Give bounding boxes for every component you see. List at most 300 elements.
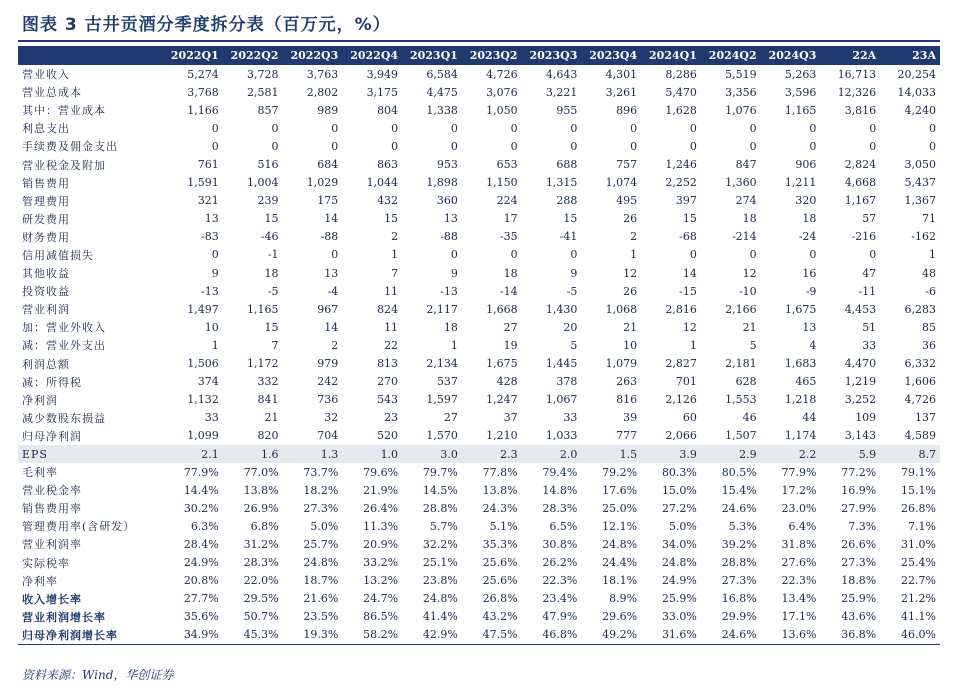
table-cell: 11 [384, 320, 399, 334]
table-cell: 27.3% [721, 574, 757, 588]
table-cell: 1,497 [187, 302, 219, 316]
table-cell: 28.3% [542, 501, 578, 515]
table-cell: 12,326 [837, 85, 877, 99]
table-cell: 0 [869, 248, 877, 262]
table-cell: 841 [257, 393, 279, 407]
table-cell: 4,470 [844, 357, 877, 371]
column-header: 2023Q2 [462, 46, 522, 65]
table-cell: 22.3% [542, 574, 578, 588]
table-cell: 34.0% [661, 537, 697, 551]
table-cell: 12 [682, 320, 697, 334]
table-cell: 39.2% [721, 537, 757, 551]
table-cell: 1,506 [187, 357, 219, 371]
table-cell: 24.9% [183, 556, 219, 570]
table-cell: 5.0% [310, 519, 339, 533]
table-cell: 27.7% [183, 592, 219, 606]
table-cell: 896 [616, 103, 638, 117]
table-cell: 30.2% [183, 501, 219, 515]
table-cell: 1,683 [784, 357, 817, 371]
table-cell: 28.8% [422, 501, 458, 515]
table-cell: 0 [809, 248, 817, 262]
table-cell: 25.6% [482, 556, 518, 570]
table-cell: 0 [510, 248, 518, 262]
table-cell: 0 [271, 121, 279, 135]
table-cell: 80.5% [721, 465, 757, 479]
figure-title: 图表 3 古井贡酒分季度拆分表（百万元，%） [22, 15, 391, 35]
table-cell: 8,286 [641, 65, 701, 84]
table-cell: 1,591 [187, 176, 219, 190]
table-row [18, 300, 940, 318]
table-cell: 5,437 [904, 176, 936, 190]
table-cell: 29.9% [721, 610, 757, 624]
table-cell: 2 [391, 230, 399, 244]
table-cell: 0 [391, 139, 399, 153]
table-cell: 16.8% [721, 592, 757, 606]
table-cell: 0 [570, 121, 578, 135]
table-cell: 6.4% [788, 519, 817, 533]
table-row [18, 572, 940, 590]
row-label: 营业利润率 [22, 538, 82, 552]
table-cell: 7.3% [848, 519, 877, 533]
table-cell: 0 [450, 139, 458, 153]
table-cell: 1 [211, 338, 219, 352]
table-cell: 0 [271, 139, 279, 153]
table-cell: 1,076 [725, 103, 757, 117]
table-cell: 1,570 [426, 429, 458, 443]
row-label: 销售费用率 [22, 502, 82, 516]
table-cell: 0 [211, 121, 219, 135]
row-label: 净利率 [22, 574, 58, 588]
table-cell: 761 [197, 158, 219, 172]
table-row [18, 499, 940, 517]
table-cell: 0 [331, 121, 339, 135]
table-cell: 804 [377, 103, 399, 117]
column-header: 2023Q3 [522, 46, 582, 65]
row-label: 管理费用率(含研发） [22, 520, 136, 534]
table-cell: 6.3% [190, 519, 219, 533]
table-cell: 50.7% [243, 610, 279, 624]
table-cell: 5,263 [761, 65, 821, 84]
table-cell: 3,768 [187, 85, 219, 99]
table-cell: 33.2% [363, 556, 399, 570]
table-cell: 824 [377, 302, 399, 316]
table-cell: 5.3% [728, 519, 757, 533]
table-cell: 13 [443, 212, 458, 226]
table-cell: 1,246 [665, 158, 697, 172]
table-cell: 4,726 [462, 65, 522, 84]
table-cell: 27.9% [841, 501, 877, 515]
table-row [18, 626, 940, 645]
table-cell: 4,668 [844, 176, 877, 190]
table-cell: 5.9 [820, 445, 880, 463]
table-cell: 25.1% [422, 556, 458, 570]
table-cell: 46.0% [880, 626, 940, 645]
table-cell: 31.2% [243, 537, 279, 551]
row-label: 减：所得税 [22, 375, 82, 389]
table-cell: 10 [623, 338, 638, 352]
table-cell: 1,218 [784, 393, 817, 407]
table-cell: 28.8% [721, 556, 757, 570]
table-cell: 17.1% [781, 610, 817, 624]
table-cell: 1,668 [486, 302, 518, 316]
table-cell: 374 [197, 375, 219, 389]
table-cell: 12 [742, 266, 757, 280]
table-cell: 22.0% [243, 574, 279, 588]
table-cell: 2.0 [522, 445, 582, 463]
table-cell: 321 [197, 194, 219, 208]
table-cell: 39 [623, 411, 638, 425]
table-cell: 239 [257, 194, 279, 208]
table-cell: 684 [317, 158, 339, 172]
table-cell: 2,134 [426, 357, 458, 371]
table-cell: 3,221 [545, 85, 578, 99]
table-cell: 4 [809, 338, 817, 352]
table-cell: 14 [324, 320, 339, 334]
table-cell: 0 [869, 121, 877, 135]
table-row [18, 409, 940, 427]
table-cell: 332 [257, 375, 279, 389]
table-row [18, 517, 940, 535]
table-cell: 2,117 [426, 302, 458, 316]
table-cell: 4,240 [904, 103, 936, 117]
table-cell: 0 [929, 139, 936, 153]
header-corner [18, 46, 163, 65]
table-row [18, 137, 940, 155]
table-cell: 5 [570, 338, 578, 352]
source-note: 资料来源：Wind，华创证券 [22, 668, 174, 682]
table-cell: 29.6% [602, 610, 638, 624]
table-cell: 989 [317, 103, 339, 117]
table-cell: -41 [559, 230, 578, 244]
table-cell: 1,898 [426, 176, 458, 190]
table-cell: 1,067 [545, 393, 578, 407]
table-cell: -14 [499, 284, 518, 298]
table-cell: 33.0% [661, 610, 697, 624]
table-row [18, 282, 940, 300]
table-cell: 79.7% [422, 465, 458, 479]
table-cell: -83 [201, 230, 219, 244]
table-cell: 79.2% [602, 465, 638, 479]
table-cell: 32 [324, 411, 339, 425]
table-cell: 41.1% [901, 610, 936, 624]
table-cell: 5.0% [668, 519, 697, 533]
table-cell: 543 [377, 393, 399, 407]
table-cell: 816 [616, 393, 638, 407]
table-cell: 520 [377, 429, 399, 443]
table-cell: 0 [570, 248, 578, 262]
table-cell: 653 [496, 158, 518, 172]
row-label: 研发费用 [22, 212, 70, 226]
table-cell: 1,211 [784, 176, 817, 190]
table-cell: 360 [436, 194, 458, 208]
table-cell: 4,475 [426, 85, 458, 99]
table-cell: 6.8% [250, 519, 279, 533]
table-cell: 5.1% [489, 519, 518, 533]
row-label: 其中：营业成本 [22, 104, 106, 118]
table-cell: 9 [211, 266, 219, 280]
row-label: 财务费用 [22, 230, 70, 244]
table-cell: -24 [798, 230, 817, 244]
table-cell: 4,301 [581, 65, 641, 84]
table-cell: 1,445 [545, 357, 578, 371]
table-cell: 857 [257, 103, 279, 117]
table-cell: 21.9% [363, 483, 399, 497]
table-cell: 15.0% [661, 483, 697, 497]
table-cell: 137 [915, 411, 936, 425]
table-cell: 8.7 [880, 445, 940, 463]
table-cell: 36.8% [820, 626, 880, 645]
table-cell: 0 [510, 121, 518, 135]
table-cell: 4,726 [904, 393, 936, 407]
table-cell: 18 [443, 320, 458, 334]
table-cell: 17 [503, 212, 518, 226]
row-label: 营业利润增长率 [22, 610, 106, 624]
table-row [18, 318, 940, 336]
table-cell: 0 [510, 139, 518, 153]
table-cell: 3,356 [725, 85, 757, 99]
table-cell: 23 [384, 411, 399, 425]
table-cell: 3,728 [223, 65, 283, 84]
table-cell: 10 [204, 320, 219, 334]
table-cell: 3,763 [283, 65, 343, 84]
table-cell: 1,597 [426, 393, 458, 407]
table-cell: 5,274 [163, 65, 223, 84]
table-cell: 27.2% [661, 501, 697, 515]
table-cell: 25.0% [602, 501, 638, 515]
table-cell: 25.4% [901, 556, 936, 570]
table-cell: 35.3% [482, 537, 518, 551]
table-cell: 979 [317, 357, 339, 371]
table-cell: 967 [317, 302, 339, 316]
table-cell: 12.1% [602, 519, 638, 533]
table-cell: 24.7% [363, 592, 399, 606]
table-cell: 1,553 [725, 393, 757, 407]
table-cell: 5.7% [429, 519, 458, 533]
table-cell: 28.3% [243, 556, 279, 570]
row-label: 归母净利润增长率 [18, 626, 163, 645]
table-cell: 6,332 [904, 357, 936, 371]
row-label: 营业税金及附加 [22, 158, 106, 172]
table-cell: 21.2% [901, 592, 936, 606]
table-cell: 15 [682, 212, 697, 226]
table-cell: -46 [260, 230, 279, 244]
table-cell: 18 [264, 266, 279, 280]
table-cell: 77.2% [841, 465, 877, 479]
table-cell: 7 [271, 338, 279, 352]
table-cell: 15 [264, 320, 279, 334]
table-cell: 270 [377, 375, 399, 389]
table-cell: 25.9% [661, 592, 697, 606]
table-cell: 1,166 [187, 103, 219, 117]
table-row [18, 119, 940, 137]
table-cell: 86.5% [363, 610, 399, 624]
row-label: EPS [18, 445, 163, 463]
table-cell: 3.0 [402, 445, 462, 463]
table-row [18, 246, 940, 264]
column-header: 2022Q3 [283, 46, 343, 65]
table-cell: 19.3% [283, 626, 343, 645]
table-cell: 20 [563, 320, 578, 334]
table-cell: 263 [616, 375, 638, 389]
table-cell: 6.5% [549, 519, 578, 533]
table-cell: 2.9 [701, 445, 761, 463]
row-label: 销售费用 [22, 176, 70, 190]
table-row [18, 83, 940, 101]
table-cell: 18 [802, 212, 817, 226]
table-cell: 736 [317, 393, 339, 407]
table-row [18, 210, 940, 228]
table-cell: 2.2 [761, 445, 821, 463]
table-cell: 378 [556, 375, 578, 389]
table-cell: 16.9% [841, 483, 877, 497]
row-label: 营业利润 [22, 303, 70, 317]
table-row [18, 373, 940, 391]
table-cell: 242 [317, 375, 339, 389]
table-cell: 46 [742, 411, 757, 425]
table-cell: 1,172 [247, 357, 279, 371]
table-cell: 4,453 [844, 302, 877, 316]
table-cell: 953 [436, 158, 458, 172]
table-cell: 25.6% [482, 574, 518, 588]
table-cell: 77.9% [781, 465, 817, 479]
table-cell: 5 [749, 338, 757, 352]
table-cell: 0 [749, 248, 757, 262]
table-cell: 537 [436, 375, 458, 389]
table-cell: 1,004 [247, 176, 279, 190]
table-cell: 2 [331, 338, 339, 352]
table-cell: 7 [391, 266, 399, 280]
table-cell: 31.6% [641, 626, 701, 645]
table-cell: 22 [384, 338, 399, 352]
table-row [18, 554, 940, 572]
table-cell: 21 [623, 320, 638, 334]
table-cell: 0 [391, 121, 399, 135]
table-cell: 57 [862, 212, 877, 226]
table-cell: 77.0% [243, 465, 279, 479]
table-cell: 32.2% [422, 537, 458, 551]
table-cell: 25.9% [841, 592, 877, 606]
table-cell: 0 [570, 139, 578, 153]
row-label: 净利润 [22, 393, 58, 407]
table-cell: 1.0 [342, 445, 402, 463]
table-cell: 13.2% [363, 574, 399, 588]
table-cell: 1,068 [605, 302, 638, 316]
table-header-row [18, 46, 940, 65]
table-cell: 777 [616, 429, 638, 443]
table-row [18, 174, 940, 192]
table-cell: 15 [563, 212, 578, 226]
table-cell: 955 [556, 103, 578, 117]
table-cell: 24.8% [303, 556, 339, 570]
table-cell: 2,166 [725, 302, 757, 316]
table-cell: -4 [327, 284, 339, 298]
table-cell: 27 [503, 320, 518, 334]
table-cell: 516 [257, 158, 279, 172]
table-cell: 0 [749, 139, 757, 153]
table-cell: 2,816 [665, 302, 697, 316]
table-cell: 24.8% [602, 537, 638, 551]
table-cell: 30.8% [542, 537, 578, 551]
table-cell: 0 [869, 139, 877, 153]
table-cell: 21 [742, 320, 757, 334]
table-cell: 14,033 [897, 85, 936, 99]
table-cell: 16 [802, 266, 817, 280]
table-cell: 17.2% [781, 483, 817, 497]
table-cell: 1,033 [545, 429, 578, 443]
table-cell: 701 [675, 375, 697, 389]
table-cell: 23.4% [542, 592, 578, 606]
table-cell: 24.9% [661, 574, 697, 588]
table-cell: 2,802 [306, 85, 339, 99]
table-cell: 3,261 [605, 85, 638, 99]
table-cell: 37 [503, 411, 518, 425]
table-cell: 495 [616, 194, 638, 208]
table-cell: 15 [264, 212, 279, 226]
table-cell: 1,219 [844, 375, 877, 389]
table-cell: 21.6% [303, 592, 339, 606]
table-cell: 26.8% [482, 592, 518, 606]
table-cell: 24.6% [721, 501, 757, 515]
table-cell: 24.3% [482, 501, 518, 515]
table-cell: 80.3% [661, 465, 697, 479]
table-cell: 109 [855, 411, 877, 425]
column-header: 23A [880, 46, 940, 65]
table-cell: 1.5 [581, 445, 641, 463]
table-cell: 25.7% [303, 537, 339, 551]
table-cell: -13 [440, 284, 458, 298]
table-cell: 1,150 [486, 176, 518, 190]
table-cell: 21 [264, 411, 279, 425]
table-row [18, 65, 940, 84]
table-cell: 2,181 [725, 357, 757, 371]
table-cell: 1,079 [605, 357, 638, 371]
table-cell: 33 [862, 338, 877, 352]
table-cell: 35.6% [183, 610, 219, 624]
table-cell: 15 [384, 212, 399, 226]
table-cell: 29.5% [243, 592, 279, 606]
table-cell: 1,247 [486, 393, 518, 407]
table-cell: 1,367 [904, 194, 936, 208]
table-cell: 23.0% [781, 501, 817, 515]
table-row [18, 445, 940, 463]
table-row [18, 590, 940, 608]
table-cell: 2,581 [247, 85, 279, 99]
table-cell: 22.7% [901, 574, 936, 588]
table-cell: 47.9% [542, 610, 578, 624]
table-cell: 18 [742, 212, 757, 226]
table-cell: 1,507 [725, 429, 757, 443]
row-label: 手续费及佣金支出 [22, 140, 118, 154]
table-cell: 31.8% [781, 537, 817, 551]
table-cell: 320 [795, 194, 817, 208]
table-cell: 49.2% [581, 626, 641, 645]
column-header: 22A [820, 46, 880, 65]
table-cell: -5 [566, 284, 578, 298]
table-cell: 9 [450, 266, 458, 280]
table-cell: -1 [267, 248, 279, 262]
table-cell: 79.6% [363, 465, 399, 479]
row-label: 利息支出 [22, 122, 70, 136]
table-cell: 77.8% [482, 465, 518, 479]
table-cell: 288 [556, 194, 578, 208]
table-cell: 51 [862, 320, 877, 334]
table-cell: -35 [499, 230, 518, 244]
table-cell: 2.3 [462, 445, 522, 463]
table-cell: 13.4% [781, 592, 817, 606]
table-cell: 18.7% [303, 574, 339, 588]
table-cell: 15.1% [901, 483, 936, 497]
table-cell: 1,074 [605, 176, 638, 190]
